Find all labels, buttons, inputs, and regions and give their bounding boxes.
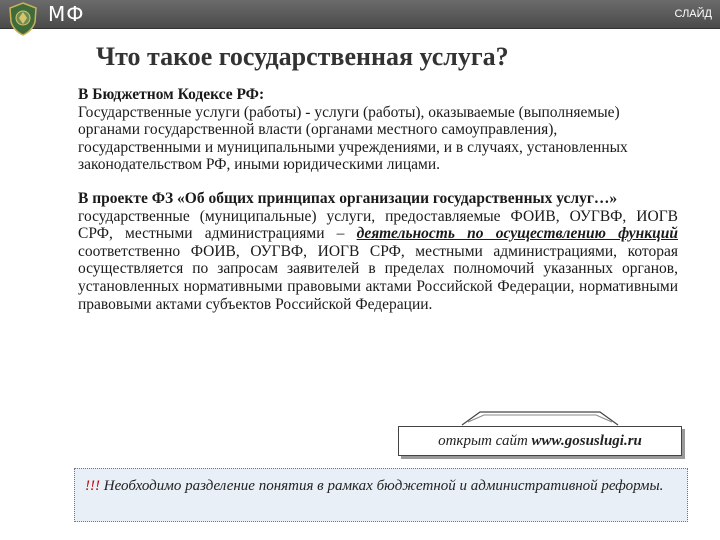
callout-prefix: открыт сайт bbox=[438, 433, 532, 449]
gosuslugi-link[interactable]: www.gosuslugi.ru bbox=[531, 433, 642, 449]
callout-pointer-icon bbox=[460, 408, 620, 426]
website-callout bbox=[398, 426, 682, 456]
page-title: Что такое государственная услуга? bbox=[96, 42, 509, 71]
note-text: Необходимо разделение понятия в рамках бюджетной и административной реформы. bbox=[100, 478, 664, 494]
budget-code-heading: В Бюджетном Кодексе РФ: bbox=[78, 86, 265, 103]
brand-logo-text: МФ bbox=[48, 2, 85, 26]
exclamation-marks: !!! bbox=[85, 478, 100, 494]
budget-code-text: Государственные услуги (работы) - услуги (работы), оказываемые (выполняемые) органами государственной власти (органами местного самоуправления), государственными и муниципальными учреждениями, и в случаях, установленных законодательством РФ, иными юридическими лицами. bbox=[78, 103, 628, 174]
federal-law-block bbox=[78, 190, 678, 313]
slide-label: СЛАЙД bbox=[674, 8, 712, 20]
federal-law-text-after: соответственно ФОИВ, ОУГВФ, ИОГВ СРФ, местными администрациями, которая осуществляется по запросам заявителей в пределах полномочий указанных органов, установленных нормативными правовыми актами Российской Федерации, нормативными правовыми актами субъектов Российской Федерации. bbox=[78, 242, 678, 313]
slide-content bbox=[78, 86, 678, 313]
top-bar bbox=[0, 0, 720, 29]
emblem-icon bbox=[8, 2, 38, 36]
federal-law-emphasis: деятельность по осуществлению функций bbox=[356, 225, 678, 243]
budget-code-block bbox=[78, 86, 678, 174]
federal-law-text-before: государственные (муниципальные) услуги, предоставляемые ФОИВ, ОУГВФ, ИОГВ СРФ, местными администрациями – bbox=[78, 207, 678, 243]
federal-law-heading: В проекте ФЗ «Об общих принципах организации государственных услуг…» bbox=[78, 189, 618, 207]
reform-note bbox=[74, 468, 688, 522]
